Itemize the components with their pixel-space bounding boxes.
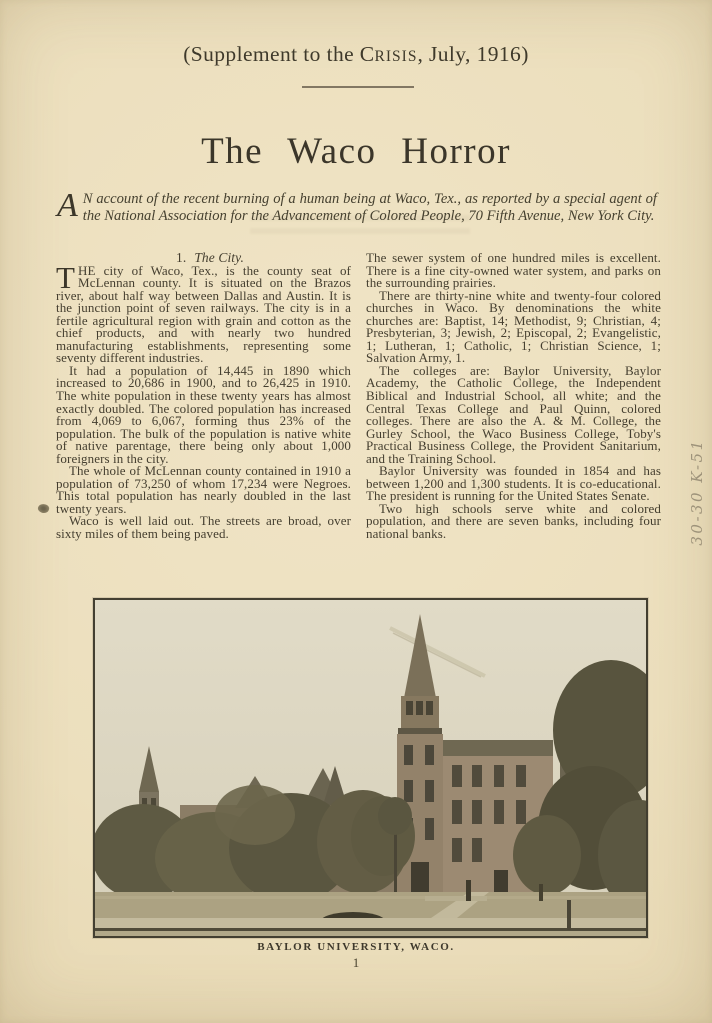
photo-baylor-university	[93, 598, 648, 938]
paragraph-city-6: There are thirty-nine white and twenty-four colored churches in Waco. By denominations the white churches are: Baptist, 14; Methodist, 9; Christian, 4; Presbyterian, 3; Jewish, 2; Episcopal, 2; Evangelistic, 1; Lutheran, 1; Catholic, 1; Christian Science, 1; Salvation Army, 1.	[366, 287, 661, 366]
page-title: The Waco Horror	[201, 131, 511, 172]
supplement-smallcaps: RISIS	[374, 48, 418, 65]
paragraph-city-2: It had a population of 14,445 in 1890 which increased to 20,686 in 1900, and to 26,425 in 1910. The white population in these twenty years has almost exactly doubled. The colored population has increased from 4,069 to 6,067, forming thus 23% of the population. The bulk of the population is native white of native parentage, there being only about 1,000 foreigners in the city.	[56, 362, 351, 466]
paragraph-city-1	[56, 259, 351, 366]
paragraph-city-7: The colleges are: Baylor University, Baylor Academy, the Catholic College, the Independent Biblical and Industrial School, all white; and the Central Texas College and Paul Quinn, colored colleges. There are also the A. & M. College, the Gurley School, the Waco Business College, Toby's Practical Business College, the Provident Sanitarium, and the Training School.	[366, 362, 661, 466]
left-column	[56, 252, 351, 541]
paragraph-city-9: Two high schools serve white and colored population, and there are seven banks, including four national banks.	[366, 500, 661, 542]
handwritten-note: 30-30 K-51	[688, 438, 706, 546]
photo-caption: BAYLOR UNIVERSITY, WACO.	[257, 941, 455, 953]
section-name: The City.	[194, 250, 244, 265]
header-rule	[302, 86, 414, 88]
intro-text: N account of the recent burning of a human being at Waco, Tex., as reported by a special agent of the National Association for the Advancement of Colored People, 70 Fifth Avenue, New York City.	[82, 191, 657, 224]
ink-smudge	[37, 503, 50, 515]
section-number: 1.	[176, 250, 187, 265]
intro-dropcap: A	[57, 187, 78, 224]
article-columns	[56, 252, 661, 541]
page-number: 1	[352, 955, 360, 970]
intro-paragraph	[57, 187, 657, 225]
paragraph-text: HE city of Waco, Tex., is the county seat of McLennan county. It is situated on the Brazos river, about half way between Dallas and Austin. It is the junction point of seven railways. The city is in a fertile agricultural region with grain and cotton as the chief products, and with nearly two hundred manufacturing establishments, representing some seventy different industries.	[56, 262, 351, 366]
paragraph-city-3: The whole of McLennan county contained in 1910 a population of 73,250 of whom 17,234 were Negroes. This total population has nearly doubled in the last twenty years.	[56, 463, 351, 516]
right-column	[366, 252, 661, 541]
photo-illustration	[95, 600, 646, 936]
paragraph-city-5: The sewer system of one hundred miles is excellent. There is a fine city-owned water system, and parks on the surrounding prairies.	[366, 250, 661, 291]
supplement-prefix: (Supplement to the C	[183, 42, 375, 66]
paragraph-city-4: Waco is well laid out. The streets are broad, over sixty miles of them being paved.	[56, 513, 351, 542]
paragraph-city-8: Baylor University was founded in 1854 and has between 1,200 and 1,300 students. It is co-educational. The president is running for the United States Senate.	[366, 463, 661, 504]
paragraph-dropcap: T	[56, 259, 76, 295]
supplement-line	[0, 42, 712, 67]
supplement-suffix: , July, 1916)	[417, 42, 529, 66]
